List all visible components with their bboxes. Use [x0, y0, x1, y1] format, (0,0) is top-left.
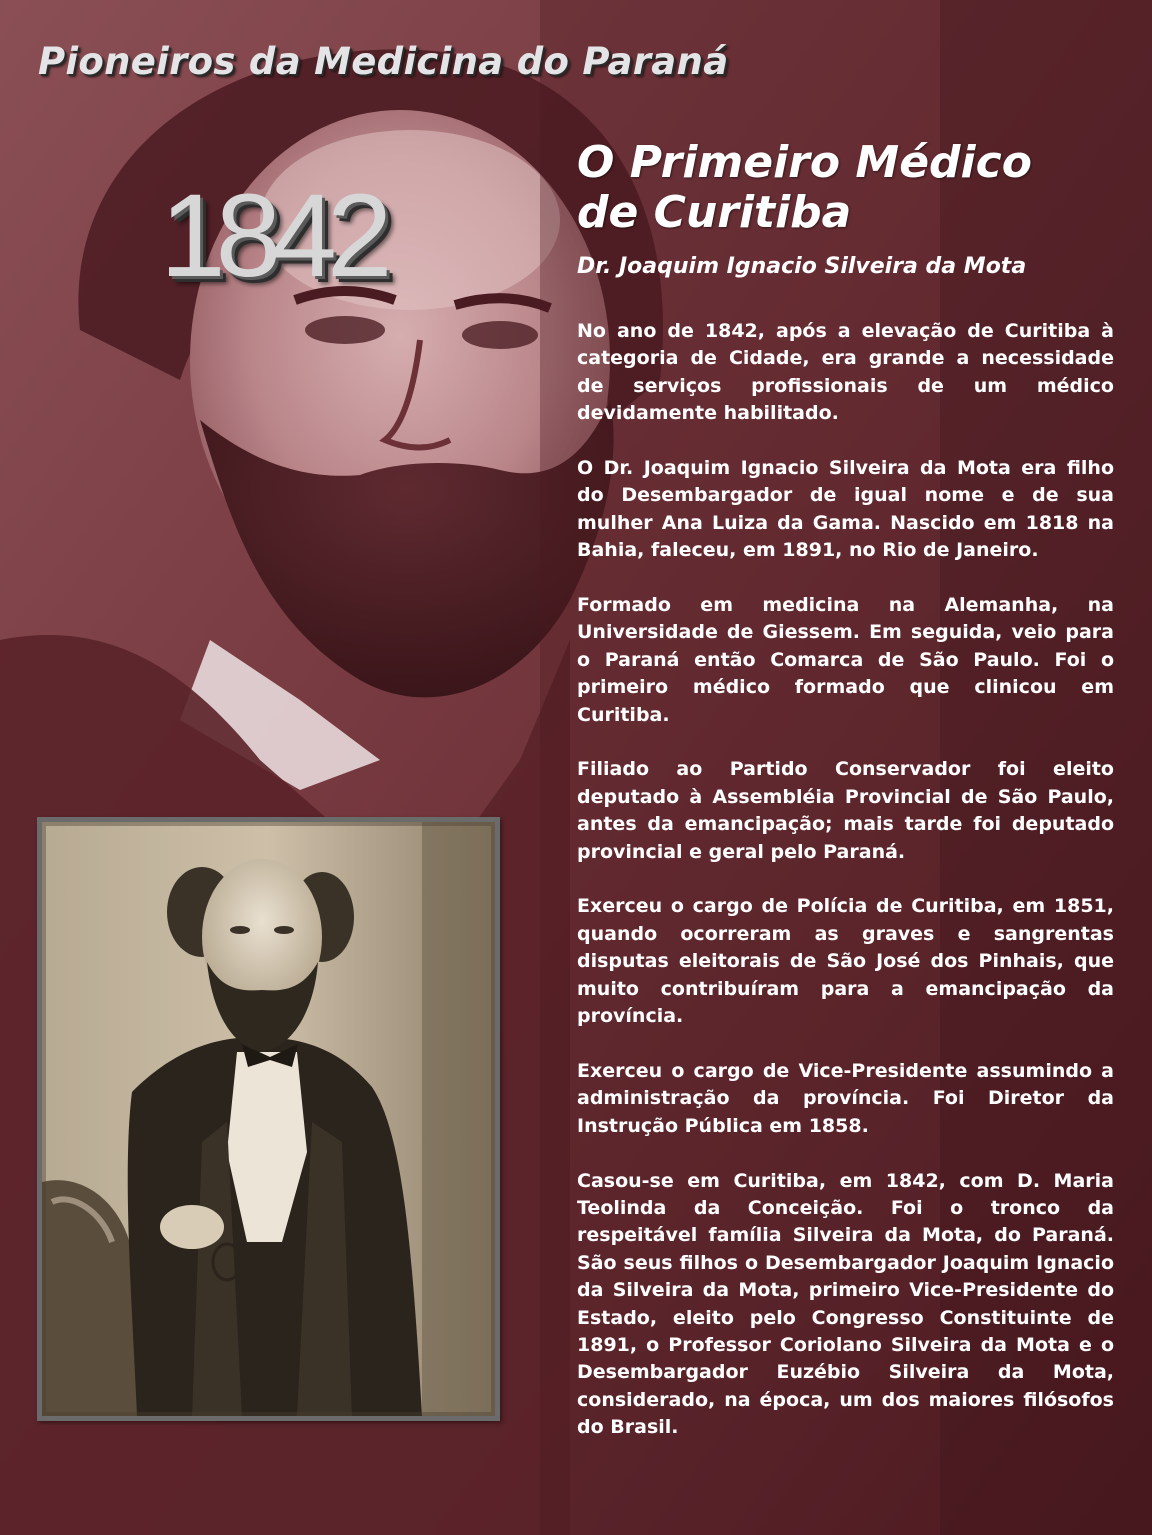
article-body [577, 318, 1114, 1469]
article-title [577, 138, 1137, 238]
article-subtitle: Dr. Joaquim Ignacio Silveira da Mota [577, 254, 1027, 279]
portrait-photo-frame [37, 817, 500, 1421]
article-paragraph: Filiado ao Partido Conservador foi eleito deputado à Assembléia Provincial de São Paulo, antes da emancipação; mais tarde foi deputado provincial e geral pelo Paraná. [577, 758, 1114, 863]
article-paragraph: Formado em medicina na Alemanha, na Universidade de Giessem. Em seguida, veio para o Paraná então Comarca de São Paulo. Foi o primeiro médico formado que clinicou em Curitiba. [577, 594, 1114, 726]
article-title-line1: O Primeiro Médico [577, 137, 1032, 188]
article-paragraph: No ano de 1842, após a elevação de Curitiba à categoria de Cidade, era grande a necessidade de serviços profissionais de um médico devidamente habilitado. [577, 320, 1114, 425]
year-label: 1842 [160, 170, 383, 302]
article-paragraph: O Dr. Joaquim Ignacio Silveira da Mota era filho do Desembargador de igual nome e de sua mulher Ana Luiza da Gama. Nascido em 1818 na Bahia, faleceu, em 1891, no Rio de Janeiro. [577, 457, 1114, 562]
article-title-line2: de Curitiba [577, 187, 852, 238]
page-header-title: Pioneiros da Medicina do Paraná [38, 40, 729, 83]
article-paragraph: Exerceu o cargo de Vice-Presidente assumindo a administração da província. Foi Diretor da Instrução Pública em 1858. [577, 1059, 1114, 1137]
portrait-photo [42, 822, 495, 1416]
article-paragraph: Casou-se em Curitiba, em 1842, com D. Maria Teolinda da Conceição. Foi o tronco da respeitável família Silveira da Mota, do Paraná. São seus filhos o Desembargador Joaquim Ignacio da Silveira da Mota, primeiro Vice-Presidente do Estado, eleito pelo Congresso Constituinte de 1891, o Professor Coriolano Silveira da Mota e o Desembargador Euzébio Silveira da Mota, considerado, na época, um dos maiores filósofos do Brasil. [577, 1169, 1114, 1439]
article-paragraph: Exerceu o cargo de Polícia de Curitiba, em 1851, quando ocorreram as graves e sangrentas disputas eleitorais de São José dos Pinhais, que muito contribuíram para a emancipação da província. [577, 895, 1114, 1028]
